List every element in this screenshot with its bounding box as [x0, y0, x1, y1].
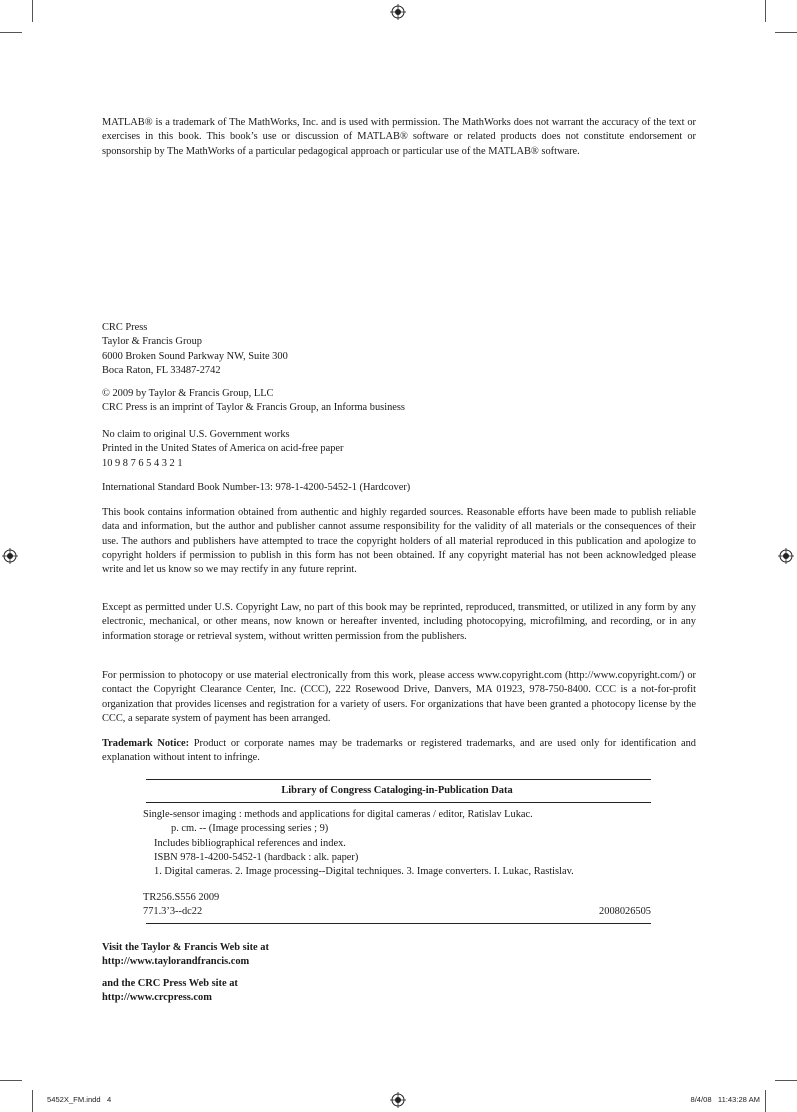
cip-pages-line: p. cm. -- (Image processing series ; 9)	[171, 823, 329, 835]
cip-classification	[143, 891, 651, 920]
web-links	[102, 941, 696, 1005]
crop-mark	[32, 0, 33, 22]
permission-paragraph: For permission to photocopy or use material electronically from this work, please access www.copyright.com (http://www.copyright.com/) or contact the Copyright Clearance Center, Inc. (CCC), 222 Rosewood Drive, Danvers, MA 01923, 978-750-8400. CCC is a not-for-profit organization that provides licenses and registration for a variety of users. For organizations that have been granted a photocopy license by the CCC, a separate system of payment has been arranged.	[102, 670, 696, 724]
registration-mark-icon	[2, 548, 18, 564]
crop-mark	[32, 1090, 33, 1112]
cip-title-line: Single-sensor imaging : methods and applications for digital cameras / editor, Ratislav Lukac.	[143, 809, 533, 820]
crop-mark	[775, 32, 797, 33]
crop-mark	[765, 1090, 766, 1112]
registration-mark-icon	[390, 4, 406, 20]
cip-heading-text: Library of Congress Cataloging-in-Publication Data	[281, 785, 513, 796]
cip-dewey: 771.3’3--dc22	[143, 906, 203, 918]
tf-web-label: Visit the Taylor & Francis Web site at	[102, 942, 269, 953]
cip-lccn: 2008026505	[599, 906, 651, 918]
tf-web-link[interactable]: http://www.taylorandfrancis.com	[102, 956, 250, 968]
cip-includes-line: Includes bibliographical references and index.	[154, 837, 346, 849]
publisher-address	[102, 321, 696, 378]
printed-line: Printed in the United States of America on acid-free paper	[102, 443, 344, 455]
slug-datetime: 8/4/08 11:43:28 AM	[690, 1095, 760, 1104]
publisher-name: CRC Press	[102, 322, 148, 333]
isbn-text: International Standard Book Number-13: 978-1-4200-5452-1 (Hardcover)	[102, 482, 411, 493]
cip-bottom-rule	[146, 923, 651, 924]
crop-mark	[0, 1080, 22, 1081]
cip-call-number: TR256.S556 2009	[143, 892, 220, 903]
trademark-paragraph	[102, 737, 696, 766]
slug-filename: 5452X_FM.indd 4	[47, 1095, 112, 1104]
cip-subjects-line: 1. Digital cameras. 2. Image processing--Digital techniques. 3. Image converters. I. Lukac, Rastislav.	[154, 866, 574, 878]
matlab-trademark-notice: MATLAB® is a trademark of The MathWorks, Inc. and is used with permission. The MathWorks does not warrant the accuracy of the text or exercises in this book. This book’s use or discussion of MATLAB® software or related products does not constitute endorsement or sponsorship by The MathWorks of a particular pedagogical approach or particular use of the MATLAB® software.	[102, 117, 696, 157]
cip-heading	[143, 784, 651, 798]
printer-numbers: 10 9 8 7 6 5 4 3 2 1	[102, 457, 183, 469]
crc-web-label: and the CRC Press Web site at	[102, 977, 238, 989]
copyright-law-paragraph: Except as permitted under U.S. Copyright Law, no part of this book may be reprinted, reproduced, transmitted, or utilized in any form by any electronic, mechanical, or other means, now known or hereafter invented, including photocopying, microfilming, and recording, or in any information storage or retrieval system, without written permission from the publishers.	[102, 602, 696, 642]
trademark-text: Product or corporate names may be trademarks or registered trademarks, and are used only for identification and explanation without intent to infringe.	[102, 738, 696, 764]
cip-top-rule	[146, 779, 651, 780]
crop-mark	[775, 1080, 797, 1081]
publisher-street: 6000 Broken Sound Parkway NW, Suite 300	[102, 350, 288, 362]
publisher-group: Taylor & Francis Group	[102, 336, 202, 348]
cip-isbn-line: ISBN 978-1-4200-5452-1 (hardback : alk. paper)	[154, 851, 359, 863]
sources-paragraph: This book contains information obtained from authentic and highly regarded sources. Reasonable efforts have been made to publish reliable data and information, but the author and publisher cannot assume responsibility for the validity of all materials or the consequences of their use. The authors and publishers have attempted to trace the copyright holders of all material reproduced in this publication and apologize to copyright holders if permission to publish in this form has not been obtained. If any copyright material has not been acknowledged please write and let us know so we may rectify in any future reprint.	[102, 507, 696, 576]
cip-heading-rule	[146, 802, 651, 803]
imprint-line: CRC Press is an imprint of Taylor & Francis Group, an Informa business	[102, 402, 405, 414]
government-claim: No claim to original U.S. Government works	[102, 429, 290, 440]
cip-record	[143, 808, 651, 879]
copyright-line: © 2009 by Taylor & Francis Group, LLC	[102, 388, 274, 399]
trademark-label: Trademark Notice:	[102, 738, 190, 749]
crc-web-link[interactable]: http://www.crcpress.com	[102, 991, 212, 1003]
registration-mark-icon	[390, 1092, 406, 1108]
registration-mark-icon	[778, 548, 794, 564]
crop-mark	[765, 0, 766, 22]
isbn-line	[102, 481, 696, 495]
crop-mark	[0, 32, 22, 33]
spacer	[102, 970, 696, 977]
printing-block	[102, 428, 696, 471]
publisher-city: Boca Raton, FL 33487-2742	[102, 364, 221, 376]
copyright-block	[102, 387, 696, 416]
